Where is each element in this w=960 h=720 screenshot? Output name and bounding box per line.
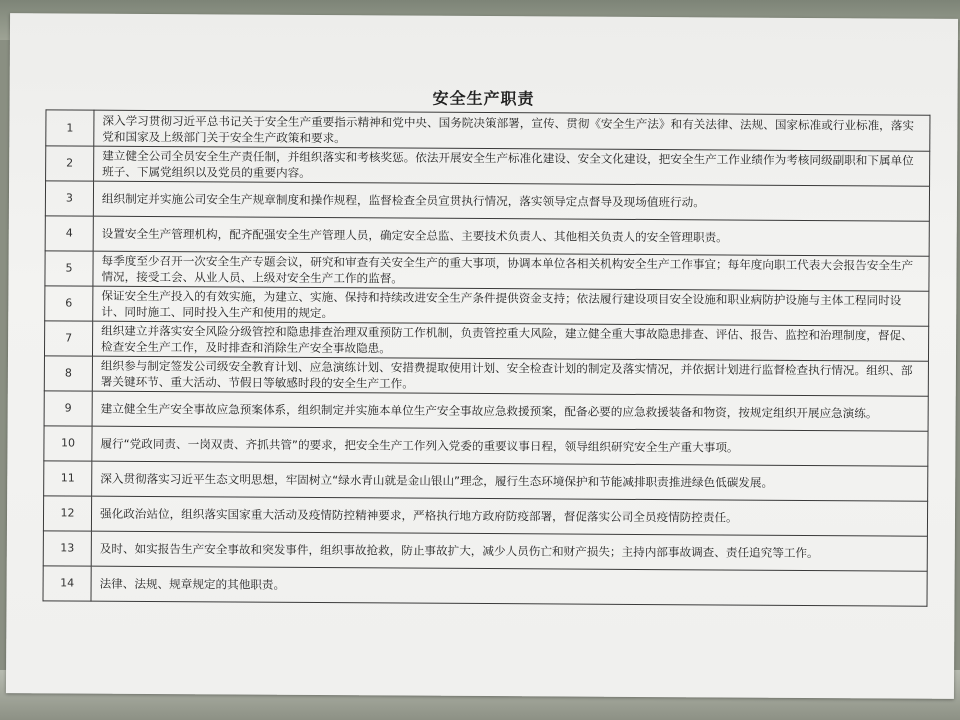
table-row [43, 531, 927, 571]
table-row [44, 321, 928, 361]
row-number: 7 [44, 321, 92, 356]
document-title: 安全生产职责 [432, 88, 535, 109]
row-text: 每季度至少召开一次安全生产专题会议，研究和审查有关安全生产的重大事项，协调本单位各相关机构安全生产工作事宜；每年度向职工代表大会报告安全生产情况，接受工会、从业人员、上级对安全生产工作的监督。 [93, 251, 929, 291]
row-number: 4 [45, 216, 93, 251]
row-number: 10 [44, 426, 92, 461]
row-number: 9 [44, 391, 92, 426]
table-row [46, 110, 930, 151]
row-number: 5 [45, 251, 93, 286]
row-text: 深入贯彻落实习近平生态文明思想，牢固树立“绿水青山就是金山银山”理念，履行生态环境保护和节能减排职责推进绿色低碳发展。 [92, 461, 928, 501]
row-number: 11 [44, 461, 92, 496]
row-text: 法律、法规、规章规定的其他职责。 [91, 566, 927, 606]
table-row [44, 391, 928, 431]
row-number: 2 [46, 146, 94, 181]
table-row [43, 496, 927, 536]
table-row [44, 461, 928, 501]
row-text: 设置安全生产管理机构，配齐配强安全生产管理人员，确定安全总监、主要技术负责人、其他相关负责人的安全管理职责。 [93, 216, 929, 256]
row-number: 1 [46, 110, 94, 146]
row-text: 履行“党政同责、一岗双责、齐抓共管”的要求，把安全生产工作列入党委的重要议事日程，领导组织研究安全生产重大事项。 [92, 426, 928, 466]
table-row [45, 216, 929, 256]
row-number: 13 [43, 531, 91, 566]
paper-sheet [6, 13, 958, 699]
table-row [43, 566, 927, 606]
table-row [46, 146, 930, 186]
row-number: 8 [44, 356, 92, 391]
row-text: 组织建立并落实安全风险分级管控和隐患排查治理双重预防工作机制，负责管控重大风险，建立健全重大事故隐患排查、评估、报告、监控和治理制度，督促、检查安全生产工作，及时排查和消除生产安全事故隐患。 [92, 321, 928, 361]
row-text: 保证安全生产投入的有效实施，为建立、实施、保持和持续改进安全生产条件提供资金支持；依法履行建设项目安全设施和职业病防护设施与主体工程同时设计、同时施工、同时投入生产和使用的规定。 [93, 286, 929, 326]
row-text: 强化政治站位，组织落实国家重大活动及疫情防控精神要求，严格执行地方政府防疫部署，督促落实公司全员疫情防控责任。 [91, 496, 927, 536]
table-row [45, 251, 929, 291]
row-number: 12 [43, 496, 91, 531]
row-text: 及时、如实报告生产安全事故和突发事件，组织事故抢救，防止事故扩大，减少人员伤亡和财产损失；主持内部事故调查、责任追究等工作。 [91, 531, 927, 571]
row-text: 建立健全生产安全事故应急预案体系，组织制定并实施本单位生产安全事故应急救援预案，配备必要的应急救援装备和物资，按规定组织开展应急演练。 [92, 391, 928, 431]
row-text: 组织参与制定签发公司级安全教育计划、应急演练计划、安措费提取使用计划、安全检查计划的制定及落实情况，并依据计划进行监督检查执行情况。组织、部署关键环节、重大活动、节假日等敏感时段的安全生产工作。 [92, 356, 928, 396]
row-text: 建立健全公司全员安全生产责任制，并组织落实和考核奖惩。依法开展安全生产标准化建设、安全文化建设，把安全生产工作业绩作为考核同级副职和下属单位班子、下属党组织以及党员的重要内容。 [94, 146, 930, 186]
duties-table [42, 109, 930, 606]
table-row [44, 426, 928, 466]
row-number: 3 [45, 181, 93, 216]
table-row [45, 286, 929, 326]
table-row [44, 356, 928, 396]
row-text: 组织制定并实施公司安全生产规章制度和操作规程，监督检查全员宣贯执行情况，落实领导定点督导及现场值班行动。 [93, 181, 929, 221]
row-number: 6 [45, 286, 93, 321]
table-row [45, 181, 929, 221]
row-text: 深入学习贯彻习近平总书记关于安全生产重要指示精神和党中央、国务院决策部署，宣传、贯彻《安全生产法》和有关法律、法规、国家标准或行业标准，落实党和国家及上级部门关于安全生产政策和要求。 [94, 110, 930, 151]
row-number: 14 [43, 566, 91, 601]
